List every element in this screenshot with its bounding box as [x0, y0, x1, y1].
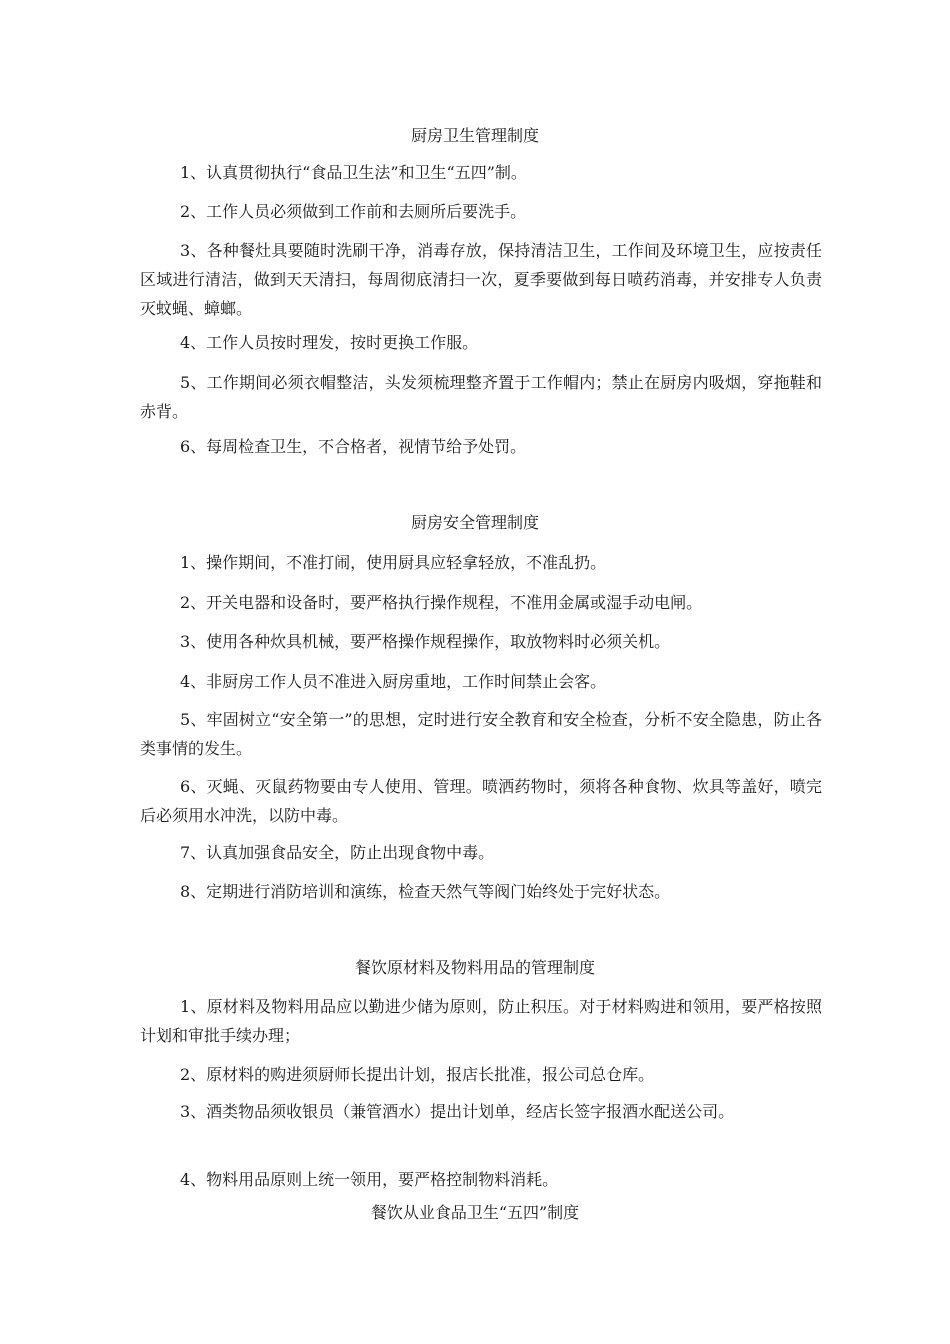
kitchen-safety-item-4: 4、非厨房工作人员不准进入厨房重地，工作时间禁止会客。	[180, 672, 607, 691]
section-title-materials-management: 餐饮原材料及物料用品的管理制度	[354, 958, 595, 977]
materials-item-1: 1、原材料及物料用品应以勤进少储为原则，防止积压。对于材料购进和领用，要严格按照计划和审批手续办理；	[140, 997, 822, 1045]
kitchen-hygiene-item-4: 4、工作人员按时理发，按时更换工作服。	[180, 333, 479, 352]
kitchen-safety-item-1: 1、操作期间，不准打闹，使用厨具应轻拿轻放，不准乱扔。	[180, 553, 607, 572]
kitchen-hygiene-item-5: 5、工作期间必须衣帽整洁，头发须梳理整齐置于工作帽内；禁止在厨房内吸烟，穿拖鞋和赤背。	[140, 373, 822, 421]
kitchen-safety-item-7: 7、认真加强食品安全，防止出现食物中毒。	[180, 843, 495, 862]
kitchen-safety-item-2: 2、开关电器和设备时，要严格执行操作规程，不准用金属或湿手动电闸。	[180, 593, 703, 612]
kitchen-hygiene-item-3: 3、各种餐灶具要随时洗刷干净，消毒存放，保持清洁卫生，工作间及环境卫生，应按责任区域进行清洁，做到天天清扫，每周彻底清扫一次，夏季要做到每日喷药消毒，并安排专人负责灭蚊蝇、蟑螂。	[140, 241, 822, 318]
kitchen-hygiene-item-2: 2、工作人员必须做到工作前和去厕所后要洗手。	[180, 202, 527, 221]
kitchen-safety-item-6: 6、灭蝇、灭鼠药物要由专人使用、管理。喷洒药物时，须将各种食物、炊具等盖好，喷完后必须用水冲洗，以防中毒。	[140, 777, 822, 825]
section-title-food-hygiene-54: 餐饮从业食品卫生“五四”制度	[370, 1203, 580, 1222]
section-title-kitchen-hygiene: 厨房卫生管理制度	[410, 126, 539, 145]
section-title-kitchen-safety: 厨房安全管理制度	[410, 513, 539, 532]
materials-item-4: 4、物料用品原则上统一领用，要严格控制物料消耗。	[180, 1170, 559, 1189]
kitchen-hygiene-item-6: 6、每周检查卫生，不合格者，视情节给予处罚。	[180, 437, 527, 456]
kitchen-safety-item-3: 3、使用各种炊具机械，要严格操作规程操作，取放物料时必须关机。	[180, 632, 671, 651]
kitchen-hygiene-item-1: 1、认真贯彻执行“食品卫生法”和卫生“五四”制。	[180, 163, 527, 182]
kitchen-safety-item-8: 8、定期进行消防培训和演练，检查天然气等阀门始终处于完好状态。	[180, 882, 671, 901]
kitchen-safety-item-5: 5、牢固树立“安全第一”的思想，定时进行安全教育和安全检查，分析不安全隐患，防止各类事情的发生。	[140, 710, 822, 758]
materials-item-3: 3、酒类物品须收银员（兼管酒水）提出计划单，经店长签字报酒水配送公司。	[180, 1102, 735, 1121]
materials-item-2: 2、原材料的购进须厨师长提出计划，报店长批准，报公司总仓库。	[180, 1065, 655, 1084]
